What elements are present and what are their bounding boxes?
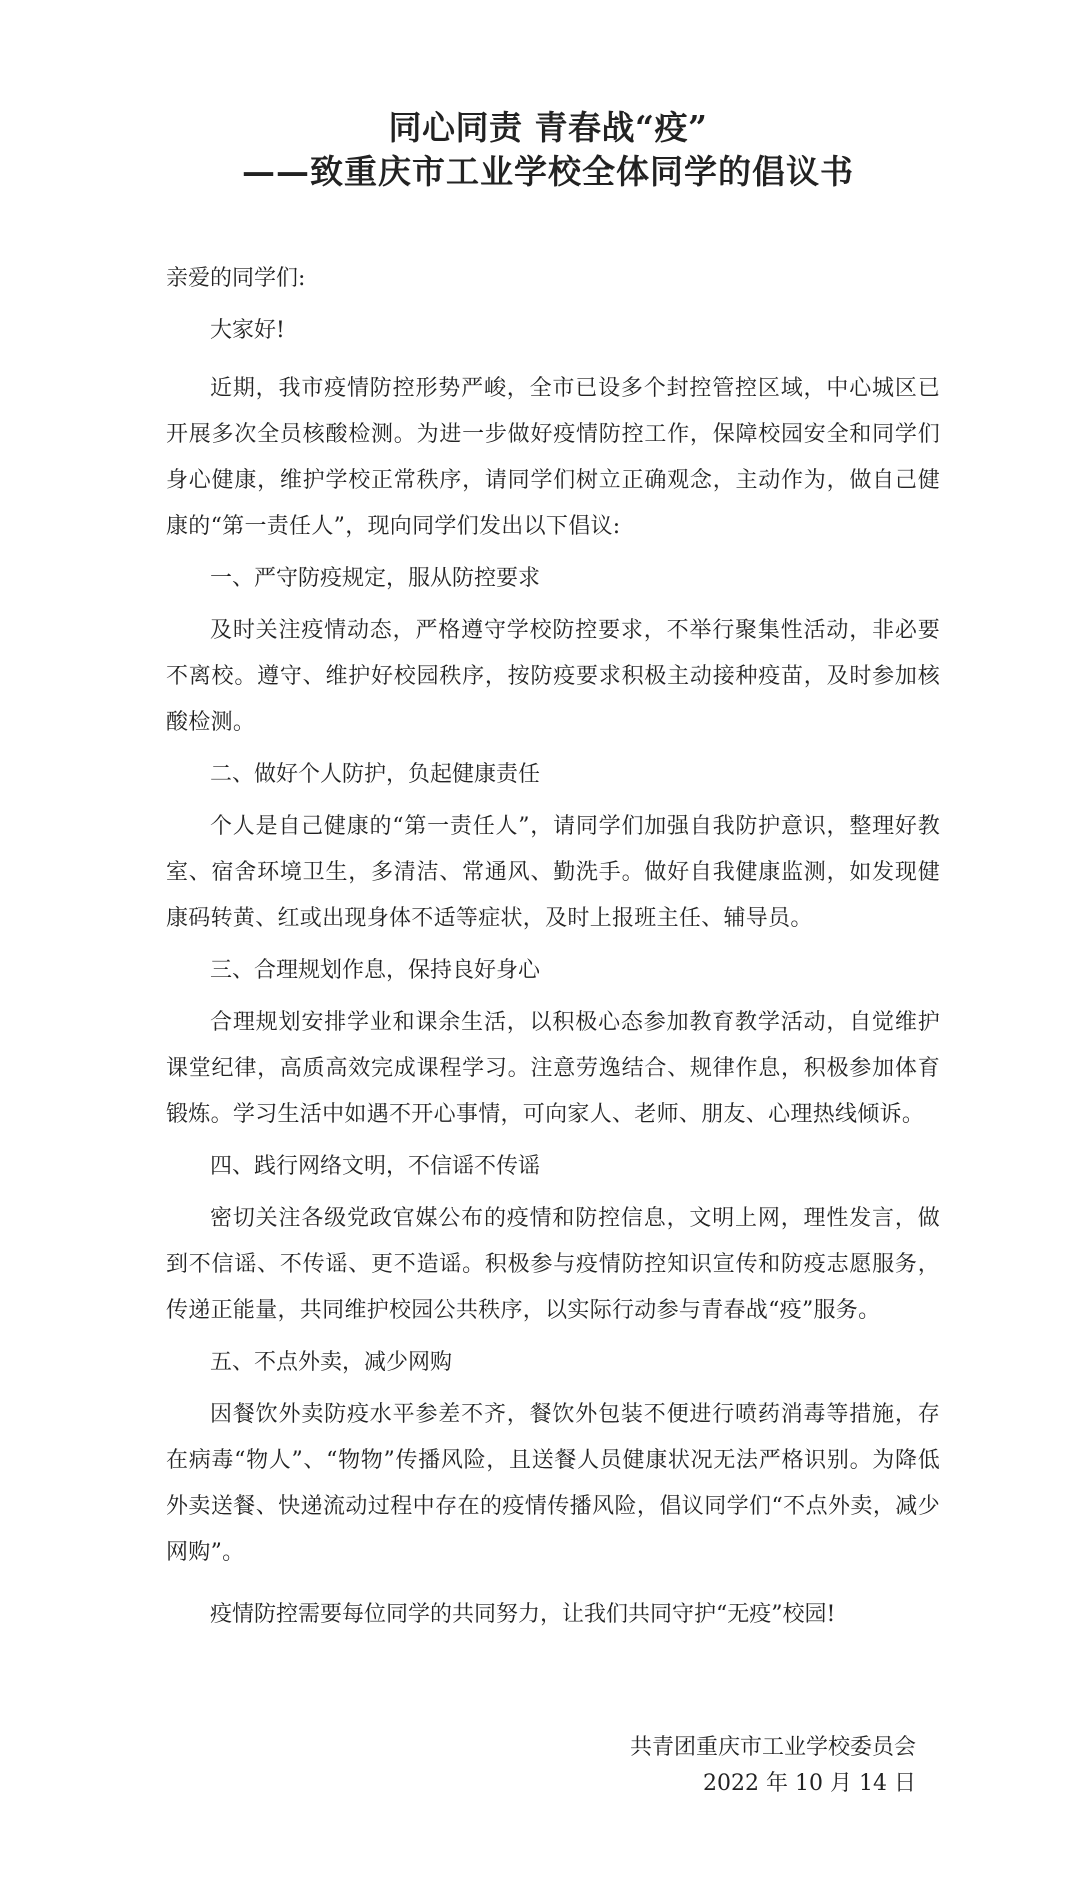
section-body: 密切关注各级党政官媒公布的疫情和防控信息，文明上网，理性发言，做到不信谣、不传谣、更不造谣。积极参与疫情防控知识宣传和防疫志愿服务，传递正能量，共同维护校园公共秩序，以实际行动参与青春战“疫”服务。 xyxy=(166,1206,940,1323)
document-title: 同心同责 青春战“疫” xyxy=(388,108,708,147)
section-5 xyxy=(166,1348,940,1576)
section-3 xyxy=(166,956,940,1138)
signature-date: 2022 年 10 月 14 日 xyxy=(703,1771,916,1796)
salutation: 亲爱的同学们: xyxy=(166,266,306,291)
section-body: 因餐饮外卖防疫水平参差不齐，餐饮外包装不便进行喷药消毒等措施，存在病毒“物人”、“物物”传播风险，且送餐人员健康状况无法严格识别。为降低外卖送餐、快递流动过程中存在的疫情传播风险，倡议同学们“不点外卖，减少网购”。 xyxy=(166,1402,940,1565)
signature-block xyxy=(630,1730,916,1802)
document-subtitle: ——致重庆市工业学校全体同学的倡议书 xyxy=(242,152,854,191)
section-body: 及时关注疫情动态，严格遵守学校防控要求，不举行聚集性活动，非必要不离校。遵守、维护好校园秩序，按防疫要求积极主动接种疫苗，及时参加核酸检测。 xyxy=(166,618,940,735)
closing-paragraph: 疫情防控需要每位同学的共同努力，让我们共同守护“无疫”校园! xyxy=(210,1602,836,1627)
section-1 xyxy=(166,564,940,746)
signature-organization: 共青团重庆市工业学校委员会 xyxy=(629,1735,916,1760)
section-heading: 四、践行网络文明，不信谣不传谣 xyxy=(210,1154,541,1179)
section-heading: 二、做好个人防护，负起健康责任 xyxy=(210,762,541,787)
intro-paragraph: 近期，我市疫情防控形势严峻，全市已设多个封控管控区域，中心城区已开展多次全员核酸检测。为进一步做好疫情防控工作，保障校园安全和同学们身心健康，维护学校正常秩序，请同学们树立正确观念，主动作为，做自己健康的“第一责任人”，现向同学们发出以下倡议: xyxy=(166,376,940,539)
greeting: 大家好! xyxy=(210,318,285,343)
section-body: 合理规划安排学业和课余生活，以积极心态参加教育教学活动，自觉维护课堂纪律，高质高效完成课程学习。注意劳逸结合、规律作息，积极参加体育锻炼。学习生活中如遇不开心事情，可向家人、老师、朋友、心理热线倾诉。 xyxy=(166,1010,940,1127)
section-heading: 三、合理规划作息，保持良好身心 xyxy=(210,958,541,983)
section-2 xyxy=(166,760,940,942)
title-block xyxy=(156,106,940,194)
section-heading: 五、不点外卖，减少网购 xyxy=(210,1350,453,1375)
section-4 xyxy=(166,1152,940,1334)
section-heading: 一、严守防疫规定，服从防控要求 xyxy=(210,566,541,591)
section-body: 个人是自己健康的“第一责任人”，请同学们加强自我防护意识，整理好教室、宿舍环境卫生，多清洁、常通风、勤洗手。做好自我健康监测，如发现健康码转黄、红或出现身体不适等症状，及时上报班主任、辅导员。 xyxy=(166,814,940,931)
